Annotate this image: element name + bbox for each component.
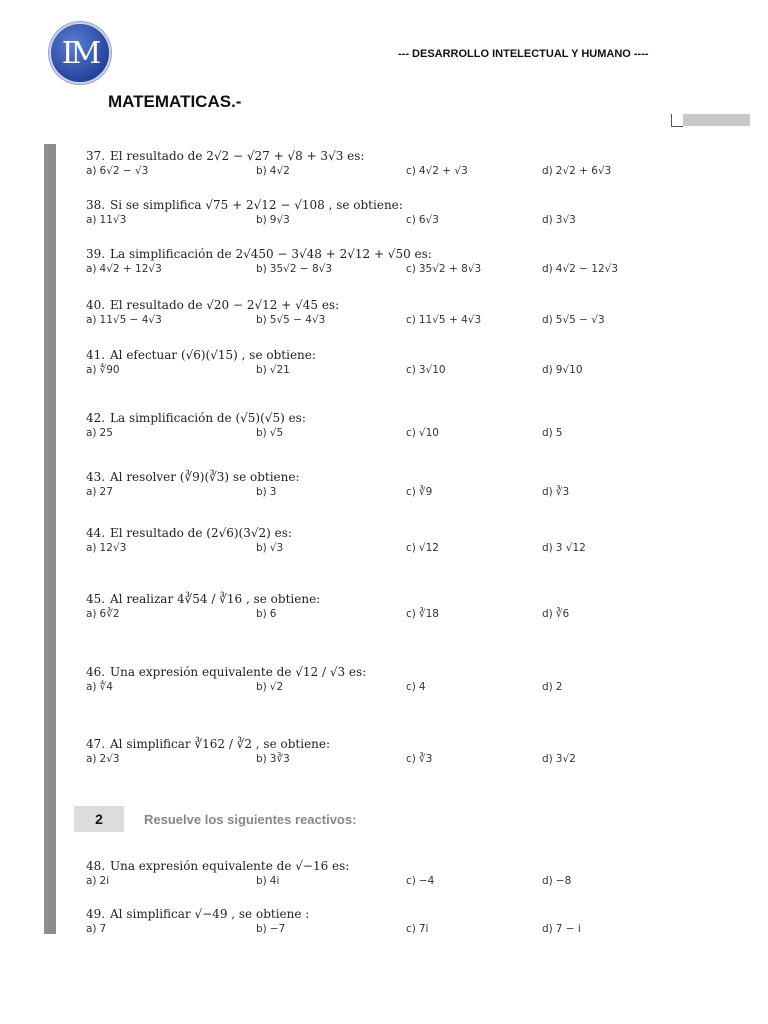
- option-letter: b): [256, 364, 267, 376]
- option-value: −8: [555, 875, 572, 887]
- option-value: √5: [269, 427, 284, 439]
- option-c: [406, 486, 432, 498]
- question-42: [86, 409, 726, 443]
- option-value: 2: [555, 681, 563, 693]
- question-48: [86, 857, 726, 891]
- option-value: 3: [269, 486, 277, 498]
- question-47: [86, 735, 726, 769]
- question-stem: [86, 590, 726, 608]
- question-stem: [86, 346, 726, 364]
- option-letter: c): [406, 753, 416, 765]
- question-text: Una expresión equivalente de √−16 es:: [110, 859, 350, 873]
- option-value: 4√2: [269, 165, 290, 177]
- option-letter: c): [406, 427, 416, 439]
- question-text: La simplificación de 2√450 − 3√48 + 2√12 + √50 es:: [110, 247, 432, 261]
- option-c: [406, 364, 446, 376]
- option-letter: c): [406, 608, 416, 620]
- option-letter: d): [542, 314, 553, 326]
- answer-options: [86, 263, 726, 279]
- option-a: [86, 427, 113, 439]
- option-c: [406, 314, 481, 326]
- option-value: 5: [555, 427, 563, 439]
- answer-options: [86, 681, 726, 697]
- option-b: [256, 214, 290, 226]
- option-value: 5√5 − √3: [555, 314, 605, 326]
- option-d: [542, 165, 611, 177]
- option-d: [542, 314, 605, 326]
- option-letter: d): [542, 364, 553, 376]
- institution-header: --- DESARROLLO INTELECTUAL Y HUMANO ----: [398, 48, 649, 60]
- option-letter: d): [542, 681, 553, 693]
- option-value: 35√2 − 8√3: [269, 263, 333, 275]
- option-letter: b): [256, 427, 267, 439]
- question-text: Al efectuar (√6)(√15) , se obtiene:: [110, 348, 316, 362]
- question-44: [86, 524, 726, 558]
- option-c: [406, 427, 439, 439]
- option-value: ∛3: [418, 753, 433, 765]
- question-number: 47.: [86, 737, 106, 751]
- option-value: 3 √12: [555, 542, 586, 554]
- answer-options: [86, 753, 726, 769]
- option-letter: d): [542, 542, 553, 554]
- option-value: ∜90: [99, 364, 120, 376]
- option-value: ∛18: [418, 608, 439, 620]
- option-letter: d): [542, 923, 553, 935]
- question-number: 37.: [86, 149, 106, 163]
- option-value: ∛3: [555, 486, 570, 498]
- question-number: 45.: [86, 592, 106, 606]
- option-value: √12: [418, 542, 439, 554]
- question-number: 49.: [86, 907, 106, 921]
- option-letter: b): [256, 486, 267, 498]
- question-stem: [86, 296, 726, 314]
- question-number: 43.: [86, 470, 106, 484]
- option-value: 3∛3: [269, 753, 290, 765]
- option-value: ∛9: [418, 486, 433, 498]
- option-value: 6∛2: [99, 608, 120, 620]
- option-c: [406, 753, 432, 765]
- option-value: 3√10: [418, 364, 446, 376]
- question-text: El resultado de 2√2 − √27 + √8 + 3√3 es:: [110, 149, 365, 163]
- option-letter: a): [86, 364, 97, 376]
- question-49: [86, 905, 726, 939]
- option-letter: c): [406, 214, 416, 226]
- section-number: 2: [74, 806, 124, 832]
- option-value: 4: [418, 681, 426, 693]
- option-value: 7: [99, 923, 107, 935]
- option-value: 4i: [269, 875, 280, 887]
- option-value: 35√2 + 8√3: [418, 263, 482, 275]
- option-letter: a): [86, 542, 97, 554]
- option-value: 4√2 − 12√3: [555, 263, 619, 275]
- answer-options: [86, 214, 726, 230]
- question-number: 42.: [86, 411, 106, 425]
- option-value: 2√3: [99, 753, 120, 765]
- option-a: [86, 875, 109, 887]
- option-c: [406, 875, 434, 887]
- question-text: Una expresión equivalente de √12 / √3 es:: [110, 665, 367, 679]
- question-41: [86, 346, 726, 380]
- option-d: [542, 486, 569, 498]
- option-value: 7 − i: [555, 923, 581, 935]
- option-letter: a): [86, 263, 97, 275]
- option-c: [406, 681, 426, 693]
- option-value: 2√2 + 6√3: [555, 165, 612, 177]
- question-number: 40.: [86, 298, 106, 312]
- question-stem: [86, 735, 726, 753]
- section-title: Resuelve los siguientes reactivos:: [144, 811, 357, 827]
- option-letter: c): [406, 875, 416, 887]
- option-value: 9√10: [555, 364, 583, 376]
- option-letter: c): [406, 923, 416, 935]
- option-value: 2i: [99, 875, 110, 887]
- option-letter: d): [542, 165, 553, 177]
- question-text: La simplificación de (√5)(√5) es:: [110, 411, 306, 425]
- option-letter: a): [86, 314, 97, 326]
- option-value: −4: [418, 875, 435, 887]
- option-a: [86, 364, 120, 376]
- question-text: Al simplificar √−49 , se obtiene :: [110, 907, 310, 921]
- option-d: [542, 263, 618, 275]
- option-value: 6√2 − √3: [99, 165, 149, 177]
- answer-options: [86, 542, 726, 558]
- question-number: 48.: [86, 859, 106, 873]
- option-a: [86, 923, 106, 935]
- question-number: 39.: [86, 247, 106, 261]
- question-stem: [86, 524, 726, 542]
- option-a: [86, 314, 162, 326]
- question-text: El resultado de √20 − 2√12 + √45 es:: [110, 298, 340, 312]
- option-value: √10: [418, 427, 439, 439]
- question-40: [86, 296, 726, 330]
- option-letter: d): [542, 875, 553, 887]
- option-a: [86, 165, 148, 177]
- option-b: [256, 427, 283, 439]
- option-value: √2: [269, 681, 284, 693]
- option-d: [542, 875, 571, 887]
- option-letter: a): [86, 923, 97, 935]
- option-value: ∜4: [99, 681, 113, 693]
- answer-options: [86, 923, 726, 939]
- question-number: 38.: [86, 198, 106, 212]
- page-title: MATEMATICAS.-: [108, 92, 242, 111]
- question-stem: [86, 468, 726, 486]
- option-value: 6: [269, 608, 277, 620]
- option-d: [542, 427, 562, 439]
- option-d: [542, 923, 581, 935]
- option-d: [542, 608, 569, 620]
- option-letter: d): [542, 427, 553, 439]
- answer-options: [86, 875, 726, 891]
- question-45: [86, 590, 726, 624]
- option-value: 7i: [418, 923, 429, 935]
- option-value: 11√3: [99, 214, 127, 226]
- option-value: 5√5 − 4√3: [269, 314, 326, 326]
- option-b: [256, 923, 285, 935]
- question-text: Al resolver (∛9)(∛3) se obtiene:: [110, 470, 300, 484]
- option-value: 4√2 + √3: [418, 165, 468, 177]
- answer-options: [86, 486, 726, 502]
- option-letter: b): [256, 165, 267, 177]
- option-letter: b): [256, 753, 267, 765]
- answer-options: [86, 364, 726, 380]
- option-letter: a): [86, 214, 97, 226]
- option-a: [86, 263, 162, 275]
- question-46: [86, 663, 726, 697]
- option-c: [406, 923, 428, 935]
- option-value: ∛6: [555, 608, 570, 620]
- option-c: [406, 165, 468, 177]
- option-b: [256, 263, 332, 275]
- answer-options: [86, 314, 726, 330]
- option-b: [256, 364, 290, 376]
- option-value: −7: [269, 923, 286, 935]
- question-text: Al realizar 4∛54 / ∛16 , se obtiene:: [110, 592, 321, 606]
- question-number: 44.: [86, 526, 106, 540]
- option-letter: c): [406, 263, 416, 275]
- question-stem: [86, 409, 726, 427]
- question-stem: [86, 663, 726, 681]
- option-a: [86, 486, 113, 498]
- answer-options: [86, 427, 726, 443]
- question-43: [86, 468, 726, 502]
- option-letter: a): [86, 753, 97, 765]
- question-text: El resultado de (2√6)(3√2) es:: [110, 526, 292, 540]
- option-b: [256, 314, 325, 326]
- option-b: [256, 753, 290, 765]
- option-value: √21: [269, 364, 290, 376]
- option-b: [256, 486, 276, 498]
- question-38: [86, 196, 726, 230]
- option-value: 11√5 − 4√3: [99, 314, 162, 326]
- option-letter: b): [256, 542, 267, 554]
- question-stem: [86, 196, 726, 214]
- option-letter: a): [86, 681, 97, 693]
- corner-tab: [683, 114, 750, 126]
- option-letter: b): [256, 214, 267, 226]
- option-a: [86, 214, 126, 226]
- question-37: [86, 147, 726, 181]
- option-letter: c): [406, 542, 416, 554]
- option-b: [256, 875, 279, 887]
- option-letter: d): [542, 753, 553, 765]
- option-letter: b): [256, 314, 267, 326]
- option-c: [406, 263, 481, 275]
- question-39: [86, 245, 726, 279]
- page-side-bar: [44, 144, 56, 934]
- option-letter: a): [86, 608, 97, 620]
- option-letter: c): [406, 314, 416, 326]
- option-d: [542, 214, 576, 226]
- option-letter: a): [86, 427, 97, 439]
- option-letter: d): [542, 486, 553, 498]
- option-letter: c): [406, 486, 416, 498]
- option-b: [256, 542, 283, 554]
- option-letter: a): [86, 875, 97, 887]
- option-b: [256, 608, 276, 620]
- option-letter: d): [542, 214, 553, 226]
- corner-mark: [671, 114, 683, 127]
- option-value: 3√3: [555, 214, 576, 226]
- option-letter: b): [256, 263, 267, 275]
- answer-options: [86, 608, 726, 624]
- question-number: 46.: [86, 665, 106, 679]
- section-header: [74, 806, 634, 832]
- option-d: [542, 542, 586, 554]
- option-value: 3√2: [555, 753, 576, 765]
- option-letter: a): [86, 486, 97, 498]
- option-a: [86, 681, 113, 693]
- option-value: 6√3: [418, 214, 439, 226]
- answer-options: [86, 165, 726, 181]
- option-letter: b): [256, 681, 267, 693]
- option-a: [86, 753, 120, 765]
- question-text: Al simplificar ∛162 / ∛2 , se obtiene:: [110, 737, 331, 751]
- option-c: [406, 608, 439, 620]
- question-number: 41.: [86, 348, 106, 362]
- option-b: [256, 681, 283, 693]
- question-stem: [86, 147, 726, 165]
- option-letter: d): [542, 263, 553, 275]
- option-value: 27: [99, 486, 113, 498]
- option-letter: b): [256, 875, 267, 887]
- option-letter: d): [542, 608, 553, 620]
- question-text: Si se simplifica √75 + 2√12 − √108 , se obtiene:: [110, 198, 403, 212]
- option-value: 25: [99, 427, 113, 439]
- institution-logo: IM: [49, 22, 111, 84]
- question-stem: [86, 245, 726, 263]
- option-value: 11√5 + 4√3: [418, 314, 482, 326]
- option-letter: a): [86, 165, 97, 177]
- option-letter: b): [256, 608, 267, 620]
- option-value: 9√3: [269, 214, 290, 226]
- option-value: 12√3: [99, 542, 127, 554]
- question-stem: [86, 857, 726, 875]
- option-letter: c): [406, 165, 416, 177]
- option-d: [542, 753, 576, 765]
- option-letter: c): [406, 681, 416, 693]
- option-value: 4√2 + 12√3: [99, 263, 162, 275]
- option-a: [86, 608, 120, 620]
- option-b: [256, 165, 290, 177]
- option-value: √3: [269, 542, 284, 554]
- option-c: [406, 542, 439, 554]
- option-letter: b): [256, 923, 267, 935]
- option-c: [406, 214, 439, 226]
- option-letter: c): [406, 364, 416, 376]
- question-stem: [86, 905, 726, 923]
- option-d: [542, 364, 583, 376]
- option-d: [542, 681, 562, 693]
- option-a: [86, 542, 126, 554]
